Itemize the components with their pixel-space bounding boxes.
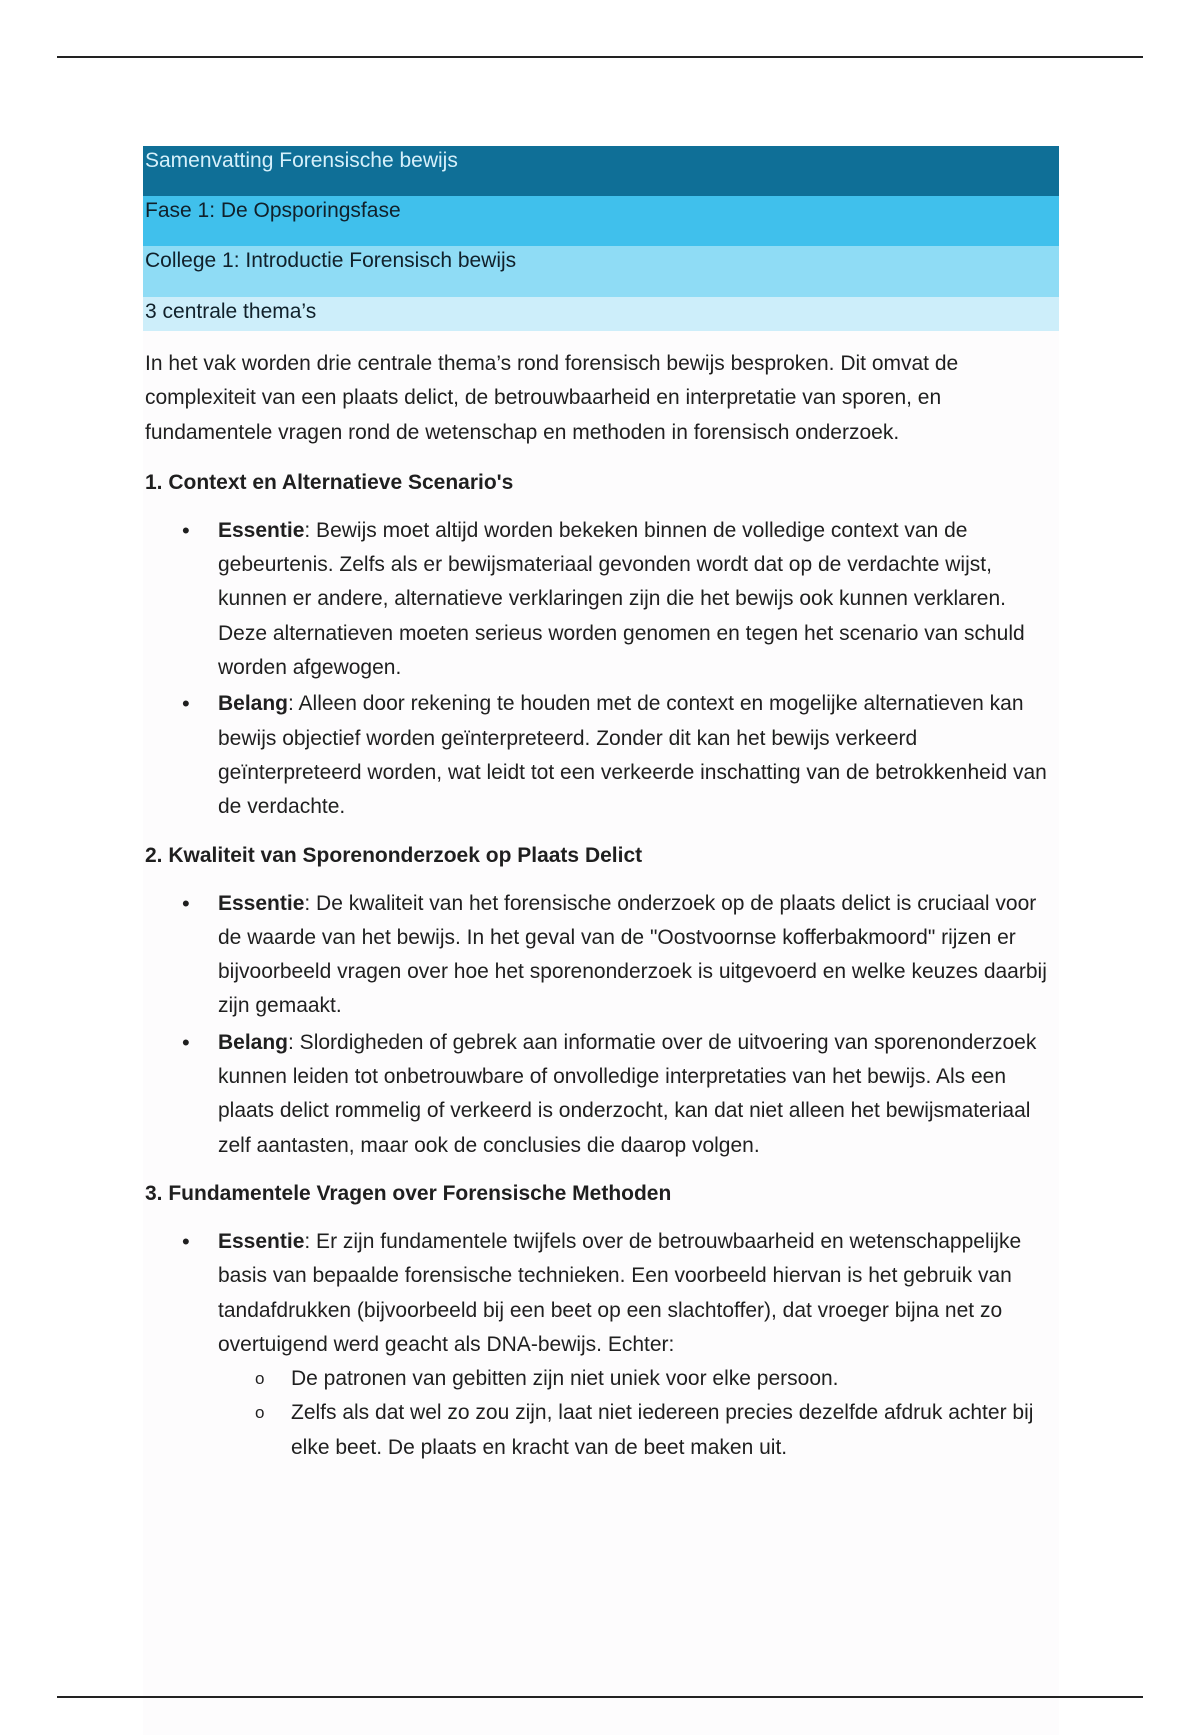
heading-title-text: Samenvatting Forensische bewijs — [145, 149, 458, 172]
list-item — [218, 1225, 1057, 1465]
item-text: : De kwaliteit van het forensische onderzoek op de plaats delict is cruciaal voor de waarde van het bewijs. In het geval van de "Oostvoornse kofferbakmoord" rijzen er bijvoorbeeld vragen over hoe het sporenonderzoek is uitgevoerd en welke keuzes daarbij zijn gemaakt. — [218, 891, 1047, 1018]
intro-paragraph: In het vak worden drie centrale thema’s rond forensisch bewijs besproken. Dit omvat de complexiteit van een plaats delict, de betrouwbaarheid en interpretatie van sporen, en fundamentele vragen rond de wetenschap en methoden in forensisch onderzoek. — [145, 352, 959, 444]
list-item — [218, 514, 1057, 685]
sub-list-item: o De patronen van gebitten zijn niet uniek voor elke persoon. — [291, 1362, 1057, 1396]
term-label: Essentie — [218, 1229, 305, 1253]
section-title: 3. Fundamentele Vragen over Forensische Methoden — [145, 1181, 672, 1205]
bullet-list — [145, 514, 1057, 825]
document-content — [143, 146, 1059, 1735]
sub-list-item: o Zelfs als dat wel zo zou zijn, laat niet iedereen precies dezelfde afdruk achter bij elke beet. De plaats en kracht van de beet maken uit. — [291, 1396, 1057, 1465]
list-item — [218, 687, 1057, 824]
heading-themes — [143, 297, 1059, 331]
heading-phase-text: Fase 1: De Opsporingsfase — [145, 199, 401, 222]
term-label: Belang — [218, 692, 289, 716]
term-label: Essentie — [218, 518, 305, 542]
item-text: : Bewijs moet altijd worden bekeken binnen de volledige context van de gebeurtenis. Zelfs als er bewijsmateriaal gevonden wordt dat op de verdachte wijst, kunnen er andere, alternatieve verklaringen zijn die het bewijs ook kunnen verklaren. Deze alternatieven moeten serieus worden genomen en tegen het scenario van schuld worden afgewogen. — [218, 518, 1025, 680]
heading-themes-text: 3 centrale thema’s — [145, 300, 317, 323]
top-rule — [57, 56, 1143, 58]
bullet-list — [145, 1225, 1057, 1465]
heading-phase — [143, 196, 1059, 246]
sub-list — [218, 1362, 1057, 1465]
section-title: 2. Kwaliteit van Sporenonderzoek op Plaats Delict — [145, 843, 643, 867]
term-label: Belang — [218, 1030, 289, 1054]
list-item — [218, 1026, 1057, 1163]
heading-lecture-text: College 1: Introductie Forensisch bewijs — [145, 249, 517, 272]
bottom-rule — [57, 1696, 1143, 1698]
item-text: : Slordigheden of gebrek aan informatie over de uitvoering van sporenonderzoek kunnen leiden tot onbetrouwbare of onvolledige interpretaties van het bewijs. Als een plaats delict rommelig of verkeerd is onderzocht, kan dat niet alleen het bewijsmateriaal zelf aantasten, maar ook de conclusies die daarop volgen. — [218, 1030, 1037, 1157]
heading-lecture — [143, 246, 1059, 297]
list-item — [218, 887, 1057, 1024]
section-title: 1. Context en Alternatieve Scenario's — [145, 470, 514, 494]
bullet-list — [145, 887, 1057, 1163]
item-text: : Alleen door rekening te houden met de context en mogelijke alternatieven kan bewijs objectief worden geïnterpreteerd. Zonder dit kan het bewijs verkeerd geïnterpreteerd worden, wat leidt tot een verkeerde inschatting van de betrokkenheid van de verdachte. — [218, 692, 1047, 819]
term-label: Essentie — [218, 891, 305, 915]
body-area — [143, 331, 1059, 1735]
heading-title — [143, 146, 1059, 196]
item-text: : Er zijn fundamentele twijfels over de betrouwbaarheid en wetenschappelijke basis van bepaalde forensische technieken. Een voorbeeld hiervan is het gebruik van tandafdrukken (bijvoorbeeld bij een beet op een slachtoffer), dat vroeger bijna net zo overtuigend werd geacht als DNA-bewijs. Echter: — [218, 1229, 1022, 1356]
